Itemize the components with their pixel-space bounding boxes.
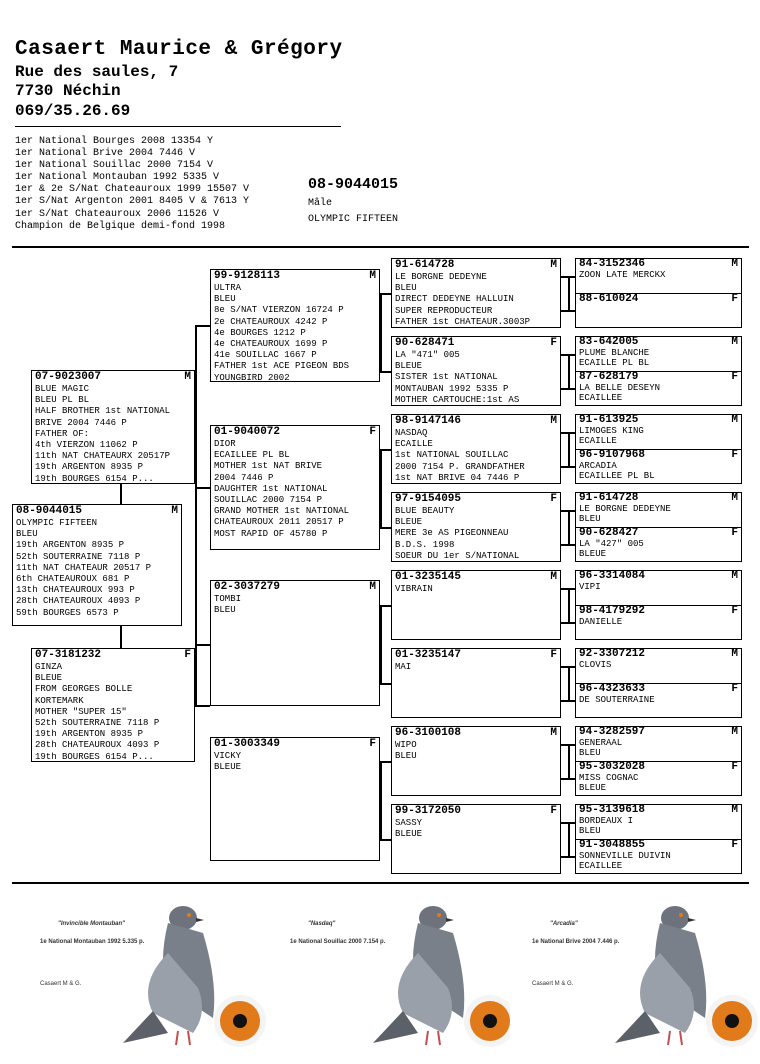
photo-owner: Casaert M & G.	[532, 981, 574, 987]
bird-sex: F	[369, 426, 376, 438]
subject-name: OLYMPIC FIFTEEN	[308, 214, 399, 225]
bird-info-line: 1st NAT BRIVE 04 7446 P	[395, 472, 520, 483]
bird-ring: 98-9147146	[395, 415, 462, 427]
bird-header	[579, 528, 738, 539]
gen5-sire-cell	[576, 259, 741, 293]
bird-info-line: DAUGHTER 1st NATIONAL	[214, 483, 328, 494]
bird-header	[395, 728, 557, 739]
great-grandparent-box	[391, 570, 561, 640]
bird-photo	[18, 893, 268, 1053]
bird-sex: M	[369, 581, 376, 593]
bird-info-line: DANIELLE	[579, 616, 623, 627]
bird-header	[579, 294, 738, 305]
bird-info-line: BLUE MAGIC	[35, 384, 90, 394]
bird-info-line: BLEU PL BL	[35, 395, 90, 406]
pedigree-connector	[380, 683, 391, 685]
pedigree-connector	[195, 487, 210, 489]
bird-info-line: ECAILLEE	[579, 860, 623, 871]
great-grandparent-box	[391, 258, 561, 328]
bird-info-line: HALF BROTHER 1st NATIONAL	[35, 406, 171, 417]
bird-info-line: SONNEVILLE DUIVIN	[579, 850, 671, 861]
bird-sex: M	[731, 258, 738, 270]
bird-info-line: LE BORGNE DEDEYNE	[579, 504, 671, 514]
bird-info-line: LIMOGES KING	[579, 426, 644, 436]
bird-photo	[268, 893, 518, 1053]
bird-ring: 91-3048855	[579, 838, 646, 851]
pedigree-connector	[380, 605, 382, 683]
photo-owner: Casaert M & G.	[40, 981, 82, 987]
gen5-dam-cell	[576, 605, 741, 640]
bird-ring: 90-628427	[579, 526, 639, 539]
bird-header	[579, 649, 738, 660]
bird-info-line: SASSY	[395, 818, 423, 828]
bird-info-line: 19th ARGENTON 8935 P	[35, 462, 144, 473]
bird-info-line: DIOR	[214, 439, 236, 449]
pedigree-connector	[561, 310, 575, 312]
bird-sex: M	[550, 571, 557, 583]
bird-info-line: 6th CHATEAUROUX 681 P	[16, 574, 130, 585]
bird-sex: F	[731, 604, 738, 617]
bird-info-line: MERE 3e AS PIGEONNEAU	[395, 528, 509, 539]
gen5-pair-box	[575, 804, 742, 874]
bird-ring: 01-9040072	[214, 426, 281, 438]
bird-info-line: ULTRA	[214, 283, 242, 293]
bird-ring: 95-3032028	[579, 760, 646, 773]
great-grandparent-box	[391, 492, 561, 562]
achievement-item: 1er & 2e S/Nat Chateauroux 1999 15507 V	[15, 184, 250, 195]
pedigree-connector	[568, 354, 570, 388]
bird-sex: F	[550, 649, 557, 661]
pedigree-connector	[195, 325, 197, 706]
bird-ring: 95-3139618	[579, 804, 646, 816]
bird-header	[395, 572, 557, 583]
bird-info-line: BLEU	[579, 748, 601, 759]
sire-box	[31, 370, 195, 484]
bird-info-line: BLEUE	[35, 673, 63, 684]
bird-info-line: CLOVIS	[579, 660, 612, 670]
bird-info-line: MOTHER 1st NAT BRIVE	[214, 461, 323, 472]
pedigree-connector	[380, 371, 391, 373]
bird-header	[395, 416, 557, 427]
bird-info-line: ECAILLE	[395, 439, 433, 450]
header-divider	[15, 126, 341, 127]
bird-info-line: 11th NAT CHATEAUR 20517 P	[16, 562, 152, 573]
subject-ring: 08-9044015	[308, 176, 399, 193]
bird-ring: 96-3100108	[395, 727, 462, 739]
gen5-sire-cell	[576, 571, 741, 605]
bird-sex: F	[731, 448, 738, 461]
pedigree-connector	[380, 449, 391, 451]
bird-info-line: BLEU	[395, 283, 417, 294]
owner-name: Casaert Maurice & Grégory	[15, 38, 343, 61]
gen5-dam-cell	[576, 683, 741, 718]
bird-info-line: SOUILLAC 2000 7154 P	[214, 495, 323, 506]
bird-sex: F	[731, 526, 738, 539]
bird-info-line: 59th BOURGES 6573 P	[16, 607, 119, 618]
owner-phone: 069/35.26.69	[15, 102, 131, 120]
great-grandparent-box	[391, 804, 561, 874]
pedigree-connector	[380, 293, 382, 371]
bird-header	[579, 337, 738, 348]
pedigree-connector	[568, 276, 570, 310]
bird-info-line: FROM GEORGES BOLLE	[35, 684, 133, 695]
bird-info-line: 41e SOUILLAC 1667 P	[214, 350, 317, 361]
bird-sex: M	[731, 648, 738, 660]
bird-ring: 99-9128113	[214, 270, 281, 282]
bird-info-line: 13th CHATEAUROUX 993 P	[16, 585, 135, 596]
gen5-sire-cell	[576, 415, 741, 449]
bird-header	[579, 415, 738, 426]
bird-header	[579, 493, 738, 504]
gen5-sire-cell	[576, 727, 741, 761]
bird-info-line: BORDEAUX I	[579, 816, 634, 826]
bird-ring: 07-9023007	[35, 371, 102, 383]
bird-header	[16, 506, 178, 517]
owner-street: Rue des saules, 7	[15, 63, 179, 81]
bird-header	[579, 372, 738, 383]
bird-info-line: ECAILLEE	[579, 392, 623, 403]
bird-ring: 97-9154095	[395, 493, 462, 505]
bird-info-line: GENERAAL	[579, 738, 623, 748]
bird-info-line: VIPI	[579, 582, 601, 592]
bird-header	[395, 494, 557, 505]
bird-info-line: 28th CHATEAUROUX 4093 P	[16, 596, 141, 607]
grandparent-box	[210, 737, 380, 861]
pedigree-connector	[568, 510, 570, 544]
bird-info-line: LA "471" 005	[395, 350, 460, 360]
gen5-pair-box	[575, 570, 742, 640]
bird-sex: F	[184, 649, 191, 661]
bird-info-line: BLEUE	[395, 517, 423, 528]
grandparent-box	[210, 580, 380, 706]
bird-info-line: BLEU	[16, 529, 38, 540]
bird-header	[579, 727, 738, 738]
pedigree-connector	[380, 527, 391, 529]
bird-info-line: FATHER 1st CHATEAUR.3003P	[395, 316, 531, 327]
bird-info-line: BLEUE	[579, 548, 607, 559]
photo-subtitle: "Arcadia"	[550, 921, 578, 927]
gen5-pair-box	[575, 726, 742, 796]
bird-ring: 91-614728	[579, 492, 639, 504]
bird-header	[579, 259, 738, 270]
gen5-dam-cell	[576, 293, 741, 328]
bird-ring: 83-642005	[579, 336, 639, 348]
bird-ring: 90-628471	[395, 337, 455, 349]
pigeon-illustration	[18, 893, 268, 1053]
gen5-pair-box	[575, 414, 742, 484]
bird-ring: 96-4323633	[579, 682, 646, 695]
bird-sex: M	[171, 505, 178, 517]
pedigree-connector	[195, 705, 210, 707]
bird-info-line: 1st NATIONAL SOUILLAC	[395, 450, 509, 461]
photo-subtitle: "Nasdaq"	[308, 921, 336, 927]
pedigree-top-divider	[12, 246, 749, 248]
photo-caption: 1e National Brive 2004 7.446 p.	[532, 939, 620, 945]
bird-sex: M	[550, 259, 557, 271]
bird-info-line: FATHER 1st ACE PIGEON BDS	[214, 361, 350, 372]
pedigree-connector	[561, 856, 575, 858]
great-grandparent-box	[391, 648, 561, 718]
bird-info-line: BLEUE	[214, 762, 242, 773]
bird-info-line: MAI	[395, 662, 412, 672]
bird-ring: 02-3037279	[214, 581, 281, 593]
bird-info-line: ARCADIA	[579, 460, 617, 471]
photo-caption: 1e National Montauban 1992 5.335 p.	[40, 939, 145, 945]
bird-header	[214, 271, 376, 282]
pedigree-connector	[195, 325, 210, 327]
bird-header	[579, 805, 738, 816]
pedigree-connector	[380, 839, 391, 841]
bird-ring: 01-3235145	[395, 571, 462, 583]
bird-ring: 91-614728	[395, 259, 455, 271]
gen5-sire-cell	[576, 805, 741, 839]
bird-info-line: LA BELLE DESEYN	[579, 382, 661, 393]
gen5-dam-cell	[576, 371, 741, 406]
pedigree-connector	[561, 388, 575, 390]
bird-ring: 08-9044015	[16, 505, 83, 517]
bird-header	[214, 427, 376, 438]
pedigree-connector	[120, 484, 122, 504]
bird-sex: F	[731, 370, 738, 383]
bird-ring: 01-3003349	[214, 738, 281, 750]
bird-sex: F	[550, 805, 557, 817]
pedigree-bottom-divider	[12, 882, 749, 884]
bird-header	[214, 739, 376, 750]
achievement-item: 1er National Montauban 1992 5335 V	[15, 172, 220, 183]
bird-header	[35, 650, 191, 661]
bird-header	[395, 806, 557, 817]
pedigree-connector	[380, 293, 391, 295]
bird-ring: 99-3172050	[395, 805, 462, 817]
bird-header	[395, 260, 557, 271]
bird-sex: F	[731, 838, 738, 851]
bird-info-line: BLEU	[579, 514, 601, 525]
bird-info-line: YOUNGBIRD 2002	[214, 372, 290, 382]
bird-info-line: MOTHER "SUPER 15"	[35, 706, 127, 717]
bird-info-line: DE SOUTERRAINE	[579, 694, 655, 705]
pedigree-connector	[568, 588, 570, 622]
bird-info-line: BLUE BEAUTY	[395, 506, 455, 516]
bird-info-line: B.D.S. 1998	[395, 539, 455, 550]
bird-info-line: 19th BOURGES 6154 P...	[35, 751, 154, 762]
bird-header	[579, 571, 738, 582]
bird-info-line: FATHER OF:	[35, 428, 90, 439]
great-grandparent-box	[391, 336, 561, 406]
pedigree-connector	[568, 666, 570, 700]
pedigree-connector	[380, 761, 382, 839]
achievement-item: 1er National Souillac 2000 7154 V	[15, 160, 214, 171]
bird-info-line: PLUME BLANCHE	[579, 348, 650, 358]
bird-info-line: MISS COGNAC	[579, 772, 639, 783]
bird-sex: M	[184, 371, 191, 383]
gen5-dam-cell	[576, 761, 741, 796]
bird-info-line: BLEU	[214, 605, 236, 616]
grandparent-box	[210, 425, 380, 550]
bird-header	[579, 450, 738, 461]
photo-caption: 1e National Souillac 2000 7.154 p.	[290, 939, 386, 945]
bird-info-line: VICKY	[214, 751, 242, 761]
bird-info-line: DIRECT DEDEYNE HALLUIN	[395, 294, 514, 305]
subject-sex: Mâle	[308, 198, 333, 209]
bird-info-line: ECAILLE	[579, 436, 617, 447]
bird-info-line: ECAILLE PL BL	[579, 358, 650, 369]
bird-info-line: VIBRAIN	[395, 584, 433, 594]
pigeon-illustration	[268, 893, 518, 1053]
bird-header	[395, 338, 557, 349]
bird-sex: F	[731, 760, 738, 773]
bird-info-line: GRAND MOTHER 1st NATIONAL	[214, 506, 350, 517]
pedigree-connector	[120, 626, 122, 648]
bird-info-line: LE BORGNE DEDEYNE	[395, 272, 487, 282]
bird-sex: F	[369, 738, 376, 750]
dam-box	[31, 648, 195, 762]
bird-photo	[510, 893, 760, 1053]
bird-header	[579, 840, 738, 851]
bird-info-line: SUPER REPRODUCTEUR	[395, 305, 493, 316]
bird-info-line: BRIVE 2004 7446 P	[35, 417, 127, 428]
bird-ring: 07-3181232	[35, 649, 102, 661]
bird-ring: 87-628179	[579, 370, 639, 383]
bird-sex: M	[550, 727, 557, 739]
bird-ring: 91-613925	[579, 414, 639, 426]
gen5-sire-cell	[576, 493, 741, 527]
gen5-pair-box	[575, 258, 742, 328]
bird-info-line: NASDAQ	[395, 428, 428, 438]
bird-info-line: 8e S/NAT VIERZON 16724 P	[214, 305, 344, 316]
bird-ring: 94-3282597	[579, 726, 646, 738]
pedigree-connector	[561, 544, 575, 546]
bird-sex: M	[731, 726, 738, 738]
bird-info-line: ECAILLEE PL BL	[579, 470, 655, 481]
gen5-pair-box	[575, 336, 742, 406]
bird-info-line: BLEU	[395, 751, 417, 762]
bird-sex: M	[731, 336, 738, 348]
gen5-pair-box	[575, 648, 742, 718]
achievement-item: 1er S/Nat Argenton 2001 8405 V & 7613 Y	[15, 196, 250, 207]
bird-info-line: GINZA	[35, 662, 63, 672]
bird-info-line: 2000 7154 P. GRANDFATHER	[395, 461, 525, 472]
bird-sex: M	[369, 270, 376, 282]
pedigree-connector	[380, 449, 382, 527]
photo-subtitle: "Invincible Montauban"	[58, 921, 126, 927]
bird-ring: 98-4179292	[579, 604, 646, 617]
bird-info-line: 52th SOUTERRAINE 7118 P	[35, 718, 160, 729]
pedigree-connector	[568, 432, 570, 466]
gen5-sire-cell	[576, 337, 741, 371]
bird-sex: M	[731, 492, 738, 504]
bird-header	[395, 650, 557, 661]
bird-info-line: 4e CHATEAUROUX 1699 P	[214, 339, 328, 350]
pedigree-connector	[568, 744, 570, 778]
great-grandparent-box	[391, 726, 561, 796]
bird-info-line: 52th SOUTERRAINE 7118 P	[16, 551, 141, 562]
bird-ring: 01-3235147	[395, 649, 462, 661]
pedigree-connector	[561, 622, 575, 624]
bird-info-line: TOMBI	[214, 594, 242, 604]
bird-sex: F	[731, 682, 738, 695]
bird-info-line: 28th CHATEAUROUX 4093 P	[35, 740, 160, 751]
pedigree-connector	[568, 822, 570, 856]
bird-ring: 96-3314084	[579, 570, 646, 582]
grandparent-box	[210, 269, 380, 382]
gen5-dam-cell	[576, 449, 741, 484]
bird-info-line: 11th NAT CHATEAURX 20517P	[35, 451, 171, 462]
bird-ring: 88-610024	[579, 292, 639, 305]
bird-sex: M	[731, 570, 738, 582]
bird-sex: M	[731, 414, 738, 426]
bird-ring: 84-3152346	[579, 258, 646, 270]
gen5-pair-box	[575, 492, 742, 562]
bird-info-line: ECAILLEE PL BL	[214, 450, 290, 461]
bird-info-line: CHATEAUROUX 2011 20517 P	[214, 517, 344, 528]
bird-info-line: SOEUR DU 1er S/NATIONAL	[395, 550, 520, 561]
bird-info-line: MONTAUBAN 1992 5335 P	[395, 383, 509, 394]
bird-info-line: 2e CHATEAUROUX 4242 P	[214, 316, 328, 327]
bird-info-line: 19th ARGENTON 8935 P	[35, 729, 144, 740]
bird-info-line: 4th VIERZON 11062 P	[35, 440, 138, 451]
bird-sex: M	[731, 804, 738, 816]
pedigree-connector	[561, 778, 575, 780]
pedigree-connector	[561, 700, 575, 702]
bird-info-line: BLEUE	[579, 782, 607, 793]
achievement-item: 1er S/Nat Chateauroux 2006 11526 V	[15, 209, 220, 220]
bird-info-line: MOST RAPID OF 45780 P	[214, 528, 328, 539]
bird-ring: 92-3307212	[579, 648, 646, 660]
pedigree-connector	[380, 761, 391, 763]
bird-info-line: BLEU	[214, 294, 236, 305]
bird-info-line: ZOON LATE MERCKX	[579, 270, 666, 280]
bird-sex: F	[550, 493, 557, 505]
gen5-dam-cell	[576, 527, 741, 562]
bird-info-line: BLEUE	[395, 829, 423, 840]
bird-info-line: WIPO	[395, 740, 417, 750]
bird-info-line: 19th BOURGES 6154 P...	[35, 473, 154, 484]
gen5-dam-cell	[576, 839, 741, 874]
pedigree-connector	[561, 466, 575, 468]
gen5-sire-cell	[576, 649, 741, 683]
bird-sex: F	[731, 292, 738, 305]
pedigree-connector	[195, 644, 210, 646]
owner-city: 7730 Néchin	[15, 82, 121, 100]
bird-sex: F	[550, 337, 557, 349]
great-grandparent-box	[391, 414, 561, 484]
subject-bird-box	[12, 504, 182, 626]
bird-ring: 96-9107968	[579, 448, 646, 461]
bird-info-line: KORTEMARK	[35, 695, 84, 706]
bird-header	[579, 606, 738, 617]
bird-header	[579, 762, 738, 773]
bird-info-line: MOTHER CARTOUCHE:1st AS	[395, 394, 520, 405]
bird-info-line: SISTER 1st NATIONAL	[395, 372, 498, 383]
bird-info-line: LA "427" 005	[579, 538, 644, 549]
bird-info-line: 4e BOURGES 1212 P	[214, 327, 306, 338]
bird-info-line: BLEUE	[395, 361, 423, 372]
bird-header	[35, 372, 191, 383]
bird-info-line: 19th ARGENTON 8935 P	[16, 540, 125, 551]
bird-info-line: 2004 7446 P	[214, 472, 274, 483]
pedigree-connector	[380, 605, 391, 607]
bird-sex: M	[550, 415, 557, 427]
achievement-item: 1er National Brive 2004 7446 V	[15, 148, 196, 159]
bird-header	[214, 582, 376, 593]
bird-header	[579, 684, 738, 695]
achievement-item: Champion de Belgique demi-fond 1998	[15, 221, 226, 232]
pigeon-illustration	[510, 893, 760, 1053]
achievement-item: 1er National Bourges 2008 13354 Y	[15, 136, 214, 147]
bird-info-line: OLYMPIC FIFTEEN	[16, 518, 98, 528]
bird-info-line: BLEU	[579, 826, 601, 837]
